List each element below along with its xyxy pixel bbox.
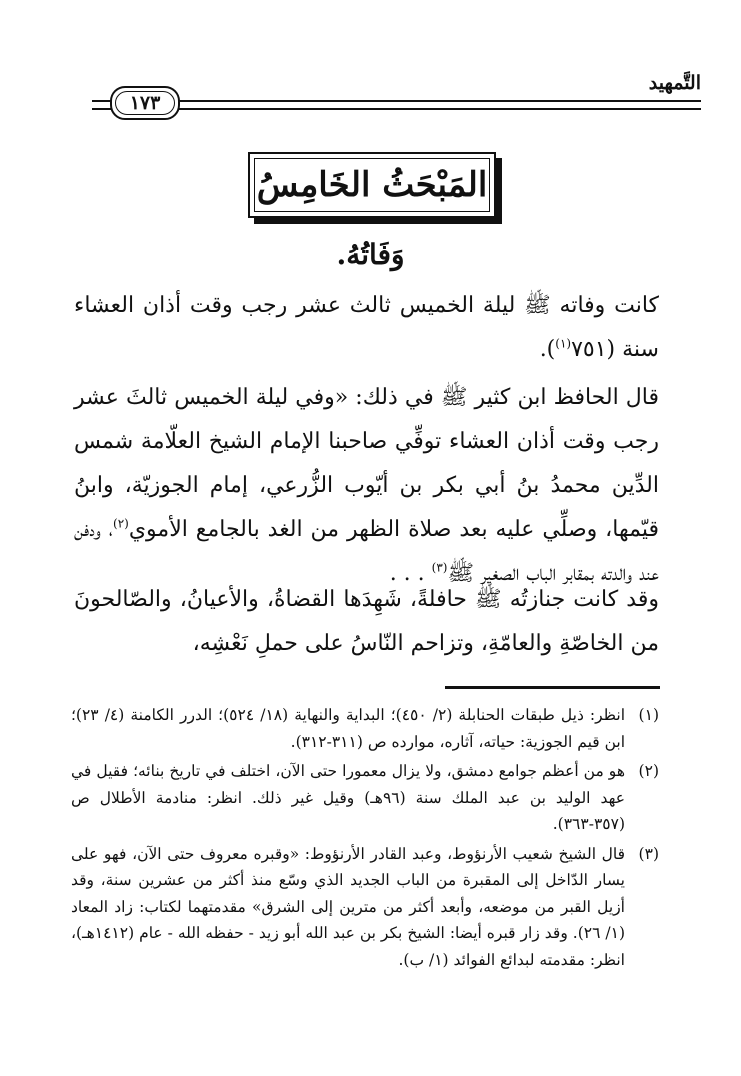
footnote-2 xyxy=(71,758,659,838)
header-rule xyxy=(92,100,701,110)
p2-text-b: ، ودفن عند والدته بمقابر الباب الصغير ﷺ xyxy=(74,517,659,586)
body-paragraph-2 xyxy=(74,376,659,596)
footnote-text: هو من أعظم جوامع دمشق، ولا يزال معمورا حتى الآن، اختلف في تاريخ بنائه؛ فقيل في عهد الوليد بن عبد الملك سنة (٩٦هـ) وقيل غير ذلك. انظر: منادمة الأطلال ص (٣٥٧-٣٦٣). xyxy=(71,762,626,833)
body-paragraph-3: وقد كانت جنازتُه ﷺ حافلةً، شَهِدَها القضاةُ، والأعيانُ، والصّالحونَ من الخاصّةِ والعامّةِ، وتزاحم النّاسُ على حملِ نَعْشِه، xyxy=(74,587,659,656)
p1-end: ). xyxy=(539,337,556,362)
p1-text: كانت وفاته ﷺ ليلة الخميس ثالث عشر رجب وقت أذان العشاء سنة (٧٥١ xyxy=(74,293,659,362)
footnote-text: قال الشيخ شعيب الأرنؤوط، وعبد القادر الأرنؤوط: «وقبره معروف حتى الآن، فهو على يسار الدّاخل إلى المقبرة من الباب الجديد الذي وسّع منذ أكثر من عشرين سنة، وقد أزيل القبر من موضعه، وأبعد أكثر من مترين إلى الشرق» مقدمتهما لكتاب: زاد المعاد (١/ ٢٦). وقد زار قبره أيضا: الشيخ بكر بن عبد الله أبو زيد - حفظه الله - عام (١٤١٢هـ)، انظر: مقدمته لبدائع الفوائد (١/ ب). xyxy=(71,844,625,969)
footnote-ref-3[interactable]: (٣) xyxy=(431,560,448,575)
footnote-ref-2[interactable]: (٢) xyxy=(113,516,129,531)
section-title: وَفَاتُهُ. xyxy=(336,238,405,271)
footnote-number: (٣) xyxy=(638,844,659,863)
body-paragraph-1 xyxy=(74,284,659,372)
p2-text-a: قال الحافظ ابن كثير ﷺ في ذلك: «وفي ليلة الخميس ثالثَ عشر رجب وقت أذان العشاء توفِّي صاحبنا الإمام الشيخ العلّامة شمس الدِّين محمدُ بنُ أبي بكر بن أيّوب الزُّرعي، إمام الجوزيّة، وابنُ قيّمها، وصلِّي عليه بعد صلاة الظهر من الغد بالجامع الأموي xyxy=(74,385,659,542)
footnotes xyxy=(71,702,659,976)
footnote-number: (١) xyxy=(638,706,659,724)
chapter-title-box xyxy=(248,152,496,218)
running-header-title: التَّمهيد xyxy=(648,72,701,94)
page-number: ١٧٣ xyxy=(110,86,180,120)
footnote-ref-1[interactable]: (١) xyxy=(555,336,572,351)
footnote-1 xyxy=(71,702,659,755)
footnote-separator xyxy=(445,686,660,689)
footnote-text: انظر: ذيل طبقات الحنابلة (٢/ ٤٥٠)؛ البداية والنهاية (١٨/ ٥٢٤)؛ الدرر الكامنة (٤/ ٢٣)؛ ابن قيم الجوزية: حياته، آثاره، موارده ص (٣١١-٣١٢). xyxy=(71,706,626,751)
chapter-title: المَبْحَثُ الخَامِسُ xyxy=(256,165,488,205)
p2-text-c: . . . xyxy=(389,561,432,586)
footnote-number: (٢) xyxy=(638,762,659,780)
footnote-3 xyxy=(71,841,659,974)
